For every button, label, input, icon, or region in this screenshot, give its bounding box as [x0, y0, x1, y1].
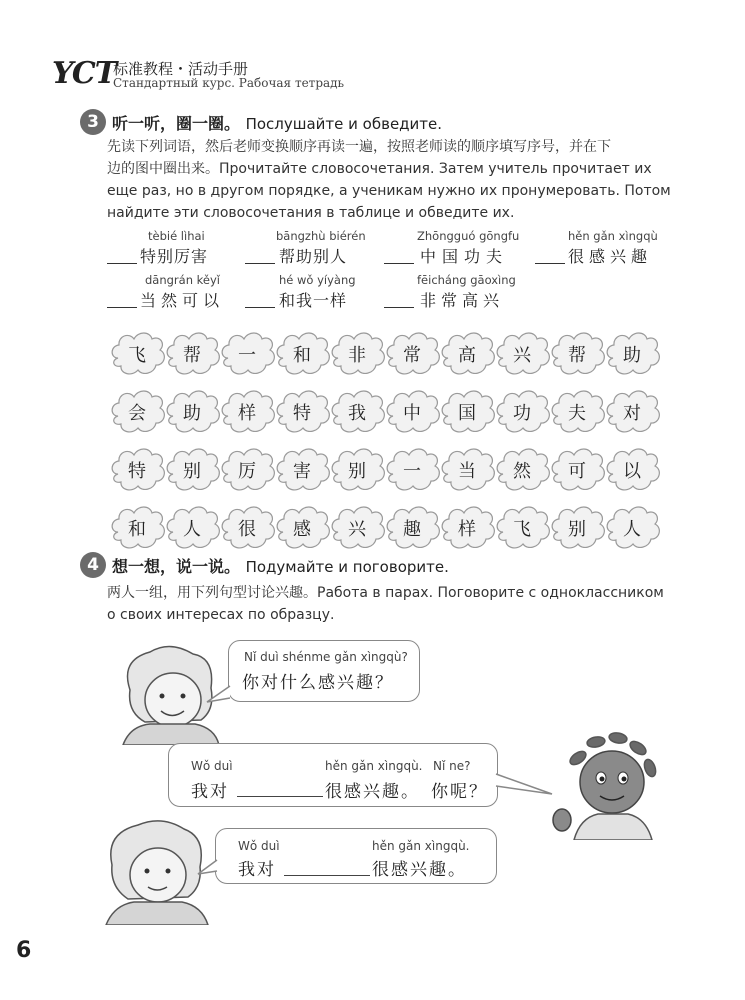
header-title-zh: 标准教程・活动手册	[113, 60, 249, 78]
bubble-3-pinyin-a: Wǒ duì	[238, 839, 280, 853]
grid-character: 非	[348, 345, 366, 366]
speech-bubble-3	[215, 828, 497, 884]
grid-character: 当	[458, 461, 476, 482]
grid-cell[interactable]	[383, 327, 441, 379]
grid-character: 助	[623, 345, 641, 366]
section-3-title-zh: 听一听，圈一圈。	[112, 114, 241, 133]
grid-character: 特	[293, 403, 311, 424]
grid-character: 然	[513, 461, 531, 482]
grid-character: 帮	[568, 345, 586, 366]
grid-character: 飞	[128, 345, 146, 366]
grid-character: 助	[183, 403, 201, 424]
grid-cell[interactable]	[273, 385, 331, 437]
instruction-line: о своих интересах по образцу.	[107, 607, 335, 623]
grid-cell[interactable]	[493, 443, 551, 495]
grid-cell[interactable]	[438, 327, 496, 379]
word-pinyin: Zhōngguó gōngfu	[417, 229, 520, 243]
series-logo: YCT	[52, 56, 117, 91]
grid-character: 厉	[238, 461, 256, 482]
grid-cell[interactable]	[328, 327, 386, 379]
bubble-1-hanzi: 你对什么感兴趣？	[242, 673, 394, 693]
grid-character: 和	[128, 519, 146, 540]
grid-character: 中	[403, 403, 421, 424]
word-pinyin: bāngzhù biérén	[276, 229, 366, 243]
grid-cell[interactable]	[548, 501, 606, 553]
section-4-number: 4	[80, 552, 106, 578]
word-pinyin: hěn gǎn xìngqù	[568, 229, 658, 243]
word-pinyin: fēicháng gāoxìng	[417, 273, 516, 287]
grid-character: 害	[293, 461, 311, 482]
section-4-instructions	[107, 582, 707, 626]
answer-blank[interactable]	[535, 263, 565, 264]
grid-cell[interactable]	[108, 327, 166, 379]
bubble-1-pinyin: Nǐ duì shénme gǎn xìngqù?	[244, 650, 408, 664]
grid-character: 一	[403, 461, 421, 482]
bubble-2-pinyin-b: hěn gǎn xìngqù.	[325, 759, 423, 773]
word-hanzi: 当然可以	[140, 291, 225, 310]
grid-cell[interactable]	[273, 327, 331, 379]
grid-cell[interactable]	[383, 385, 441, 437]
grid-character: 对	[623, 403, 641, 424]
grid-cell[interactable]	[383, 443, 441, 495]
grid-cell[interactable]	[273, 501, 331, 553]
grid-cell[interactable]	[438, 501, 496, 553]
word-hanzi: 和我一样	[279, 291, 348, 310]
section-3-number: 3	[80, 109, 106, 135]
page-number: 6	[16, 938, 32, 963]
grid-cell[interactable]	[218, 327, 276, 379]
grid-cell[interactable]	[218, 501, 276, 553]
section-3-title	[112, 111, 442, 134]
bubble-2-hanzi-a: 我对	[191, 782, 229, 802]
bubble-2-tail	[494, 772, 556, 798]
grid-character: 和	[293, 345, 311, 366]
grid-character: 兴	[513, 345, 531, 366]
grid-character: 我	[348, 403, 366, 424]
bubble-3-pinyin-b: hěn gǎn xìngqù.	[372, 839, 470, 853]
grid-character: 很	[238, 519, 256, 540]
grid-cell[interactable]	[328, 385, 386, 437]
grid-character: 可	[568, 461, 586, 482]
grid-character: 功	[513, 403, 531, 424]
grid-character: 样	[238, 403, 256, 424]
grid-character: 样	[458, 519, 476, 540]
grid-cell[interactable]	[548, 327, 606, 379]
grid-character: 人	[623, 519, 641, 540]
grid-cell[interactable]	[603, 327, 661, 379]
grid-character: 感	[293, 519, 311, 540]
speech-bubble-1	[228, 640, 420, 702]
instruction-line: 先读下列词语，然后老师变换顺序再读一遍，按照老师读的顺序填写序号，并在下	[107, 139, 611, 155]
grid-character: 以	[623, 461, 641, 482]
grid-character: 常	[403, 345, 421, 366]
grid-character: 一	[238, 345, 256, 366]
bubble-2-hanzi-c: 你呢？	[431, 782, 488, 802]
section-4-title-zh: 想一想，说一说。	[112, 557, 241, 576]
word-pinyin: hé wǒ yíyàng	[279, 273, 356, 287]
grid-character: 高	[458, 345, 476, 366]
child-illustration-2	[548, 728, 668, 840]
instruction-line: найдите эти словосочетания в таблице и обведите их.	[107, 205, 515, 221]
bubble-1-tail	[205, 684, 235, 704]
bubble-2-hanzi-b: 很感兴趣。	[325, 782, 420, 802]
grid-cell[interactable]	[218, 443, 276, 495]
grid-character: 会	[128, 403, 146, 424]
section-3-instructions	[107, 136, 707, 224]
grid-cell[interactable]	[493, 327, 551, 379]
bubble-3-hanzi-b: 很感兴趣。	[372, 860, 467, 880]
grid-cell[interactable]	[383, 501, 441, 553]
word-hanzi: 特别厉害	[140, 247, 209, 266]
answer-blank[interactable]	[107, 307, 137, 308]
header-title-ru: Стандартный курс. Рабочая тетрадь	[113, 76, 345, 90]
answer-blank[interactable]	[245, 307, 275, 308]
grid-cell[interactable]	[603, 443, 661, 495]
grid-character: 国	[458, 403, 476, 424]
bubble-2-pinyin-a: Wǒ duì	[191, 759, 233, 773]
grid-cell[interactable]	[163, 443, 221, 495]
grid-cell[interactable]	[493, 501, 551, 553]
grid-character: 夫	[568, 403, 586, 424]
instruction-line: 两人一组，用下列句型讨论兴趣。Работа в парах. Поговорите с одноклассником	[107, 585, 664, 601]
grid-cell[interactable]	[328, 443, 386, 495]
grid-cell[interactable]	[163, 501, 221, 553]
grid-cell[interactable]	[273, 443, 331, 495]
word-pinyin: tèbié lìhai	[148, 229, 205, 243]
answer-blank[interactable]	[107, 263, 137, 264]
fill-in-line[interactable]	[284, 875, 370, 876]
answer-blank[interactable]	[384, 263, 414, 264]
word-hanzi: 帮助别人	[279, 247, 348, 266]
bubble-3-tail	[196, 858, 220, 878]
word-pinyin: dāngrán kěyǐ	[145, 273, 220, 287]
speech-bubble-2	[168, 743, 498, 807]
answer-blank[interactable]	[384, 307, 414, 308]
answer-blank[interactable]	[245, 263, 275, 264]
grid-cell[interactable]	[438, 443, 496, 495]
grid-cell[interactable]	[603, 385, 661, 437]
bubble-3-hanzi-a: 我对	[238, 860, 276, 880]
grid-cell[interactable]	[163, 327, 221, 379]
word-hanzi: 很感兴趣	[568, 247, 653, 266]
grid-cell[interactable]	[493, 385, 551, 437]
grid-character: 别	[348, 461, 366, 482]
grid-character: 兴	[348, 519, 366, 540]
grid-cell[interactable]	[328, 501, 386, 553]
grid-cell[interactable]	[438, 385, 496, 437]
grid-cell[interactable]	[603, 501, 661, 553]
grid-character: 别	[568, 519, 586, 540]
instruction-line: еще раз, но в другом порядке, а ученикам нужно их пронумеровать. Потом	[107, 183, 671, 199]
character-grid	[108, 327, 668, 555]
grid-cell[interactable]	[218, 385, 276, 437]
word-hanzi: 中国功夫	[420, 247, 509, 266]
grid-character: 特	[128, 461, 146, 482]
section-3-title-ru: Послушайте и обведите.	[245, 115, 443, 133]
word-hanzi: 非常高兴	[420, 291, 505, 310]
grid-cell[interactable]	[548, 443, 606, 495]
grid-character: 飞	[513, 519, 531, 540]
grid-cell[interactable]	[108, 501, 166, 553]
section-4-title	[112, 554, 449, 577]
section-4-title-ru: Подумайте и поговорите.	[245, 558, 449, 576]
grid-character: 人	[183, 519, 201, 540]
grid-cell[interactable]	[108, 443, 166, 495]
fill-in-line[interactable]	[237, 796, 323, 797]
grid-character: 别	[183, 461, 201, 482]
grid-cell[interactable]	[548, 385, 606, 437]
instruction-line: 边的图中圈出来。Прочитайте словосочетания. Затем учитель прочитает их	[107, 161, 652, 177]
grid-character: 帮	[183, 345, 201, 366]
grid-cell[interactable]	[108, 385, 166, 437]
bubble-2-pinyin-c: Nǐ ne?	[433, 759, 471, 773]
grid-character: 趣	[403, 519, 421, 540]
grid-cell[interactable]	[163, 385, 221, 437]
